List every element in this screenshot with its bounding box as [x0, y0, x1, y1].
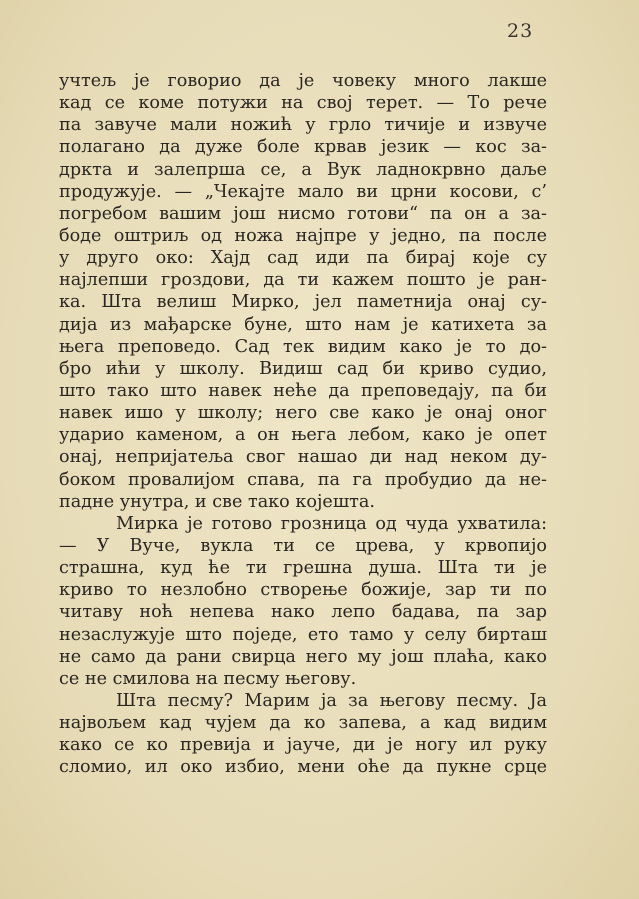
text-line: полагано да дуже боле крвав језик — кос за-: [59, 137, 547, 158]
text-line: сломио, ил око избио, мени оће да пукне срце: [59, 757, 547, 778]
text-line: ударио каменом, а он њега лебом, како је опет: [59, 425, 547, 446]
text-line: Мирка је готово грозница од чуда ухватила:: [116, 513, 547, 534]
text-line: се не смилова на песму његову.: [59, 668, 357, 689]
text-line: што тако што навек неће да преповедају, па би: [59, 380, 547, 401]
text-line: онај, непријатеља свог нашао ди над неком ду-: [59, 447, 547, 468]
body-text: [59, 70, 547, 779]
text-line: дркта и залепрша се, а Вук ладнокрвно даље: [59, 159, 547, 180]
text-line: ка. Шта велиш Мирко, јел паметнија онај су-: [59, 292, 547, 313]
text-line: како се ко превија и јауче, ди је ногу ил руку: [59, 735, 547, 756]
text-line: Шта песму? Марим ја за његову песму. Ја: [116, 690, 547, 711]
text-line: па завуче мали ножић у грло тичије и извуче: [59, 115, 547, 136]
text-line: боде оштриљ од ножа најпре у једно, па после: [59, 225, 547, 246]
text-line: продужује. — „Чекајте мало ви црни косови, с’: [59, 181, 547, 202]
text-line: учтељ је говорио да је човеку много лакше: [59, 71, 547, 91]
text-line: боком провалијом спава, па га пробудио да не-: [59, 469, 547, 490]
text-line: страшна, куд ће ти грешна душа. Шта ти је: [59, 558, 547, 579]
text-line: не само да рани свирца него му још плаћа, како: [59, 646, 547, 667]
text-line: најлепши гроздови, да ти кажем пошто је ран-: [59, 270, 547, 291]
text-line: читаву ноћ непева нако лепо бадава, па зар: [59, 602, 547, 623]
text-line: криво то незлобно створење божије, зар ти по: [59, 580, 547, 601]
text-line: падне унутра, и све тако којешта.: [59, 491, 375, 512]
text-line: у друго око: Хајд сад иди па бирај које су: [59, 248, 547, 269]
text-line: кад се коме потужи на свој терет. — То рече: [59, 93, 547, 114]
text-line: дија из мађарске буне, што нам је катихета за: [59, 314, 547, 335]
text-line: погребом вашим још нисмо готови“ па он а за-: [59, 203, 547, 224]
text-line: — У Вуче, вукла ти се црева, у крвопијо: [59, 535, 547, 556]
text-line: навек ишо у школу; него све како је онај оног: [59, 403, 547, 424]
page-number: 23: [507, 20, 534, 42]
text-line: највољем кад чујем да ко запева, а кад видим: [59, 713, 547, 734]
text-line: незаслужује што поједе, ето тамо у селу бирташ: [59, 624, 547, 645]
text-line: бро ићи у школу. Видиш сад би криво судио,: [59, 358, 547, 379]
text-line: њега преповедо. Сад тек видим како је то до-: [59, 336, 547, 357]
